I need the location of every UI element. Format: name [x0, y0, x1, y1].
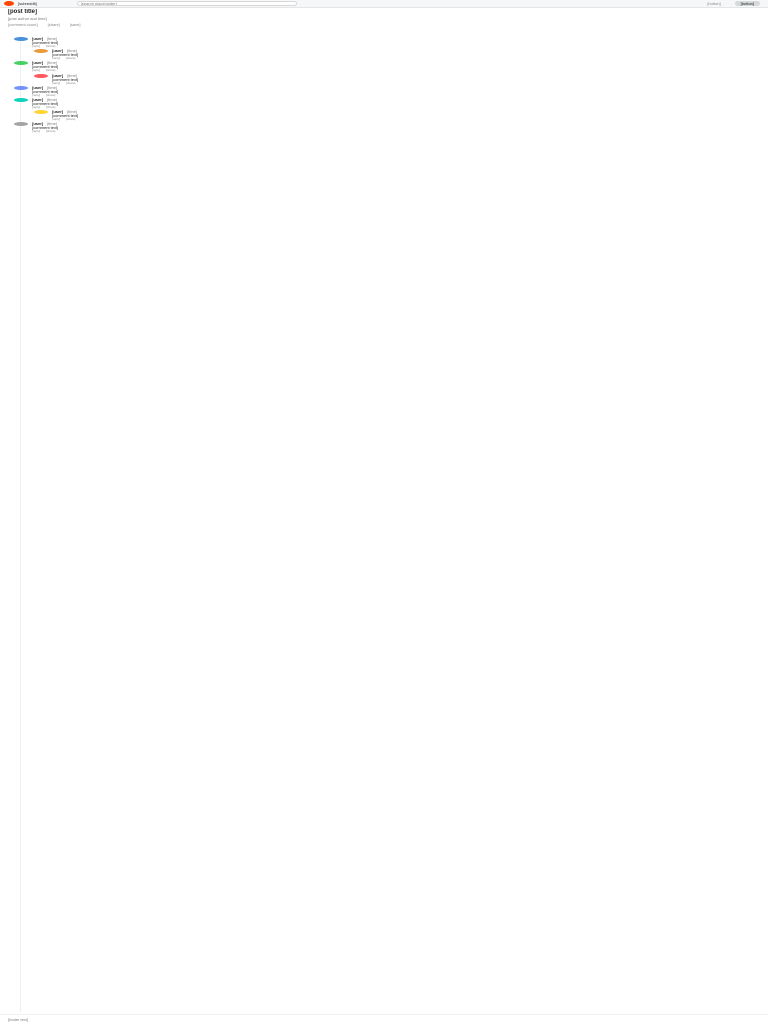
reply-button[interactable]: [reply] — [52, 80, 61, 85]
avatar[interactable] — [34, 49, 48, 53]
post-title[interactable]: [post title] — [8, 9, 37, 15]
share-button[interactable]: [share] — [46, 44, 56, 48]
site-logo-icon[interactable] — [4, 1, 14, 6]
comment-text: [comment text] — [32, 126, 59, 131]
share-button[interactable]: [share] — [46, 129, 56, 134]
reply-button[interactable]: [reply] — [32, 92, 41, 97]
comment-text: [comment text] — [52, 77, 79, 82]
comment-username[interactable]: [user] — [32, 96, 44, 102]
post-header — [0, 9, 768, 35]
signup-button[interactable]: [button] — [735, 1, 760, 6]
avatar[interactable] — [14, 37, 28, 41]
comment-text: [comment text] — [32, 89, 59, 94]
avatar[interactable] — [14, 86, 28, 90]
comment-timestamp: [time] — [67, 109, 77, 115]
subreddit-name[interactable]: [subreddit] — [18, 1, 37, 6]
comment-timestamp: [time] — [47, 60, 57, 66]
comment-row — [14, 60, 768, 72]
avatar[interactable] — [14, 98, 28, 102]
comment-timestamp: [time] — [47, 36, 57, 41]
comment-timestamp: [time] — [67, 72, 77, 78]
comment-count[interactable]: [comment count] — [8, 22, 38, 27]
comment-username[interactable]: [user] — [32, 84, 44, 90]
share-button[interactable]: [share] — [66, 117, 76, 122]
reply-button[interactable]: [reply] — [32, 68, 41, 73]
reply-button[interactable]: [reply] — [32, 129, 41, 134]
comment-row — [14, 73, 768, 85]
comment-timestamp: [time] — [47, 121, 57, 127]
comment-username[interactable]: [user] — [52, 48, 64, 54]
comment-timestamp: [time] — [67, 48, 77, 54]
comment-text: [comment text] — [32, 101, 59, 106]
comment-username[interactable]: [user] — [32, 36, 44, 41]
comment-row — [14, 36, 768, 48]
comment-username[interactable]: [user] — [32, 121, 44, 127]
share-button[interactable]: [share] — [66, 56, 76, 61]
reply-button[interactable]: [reply] — [52, 56, 61, 61]
footer: [footer text] — [0, 1014, 768, 1024]
comment-actions — [32, 130, 55, 133]
comment-username[interactable]: [user] — [52, 72, 64, 78]
avatar[interactable] — [34, 74, 48, 78]
comment-row — [14, 85, 768, 97]
share-button[interactable]: [share] — [46, 92, 56, 97]
comment-text: [comment text] — [32, 41, 59, 45]
share-button[interactable]: [share] — [46, 68, 56, 73]
comment-timestamp: [time] — [47, 84, 57, 90]
save-button[interactable]: [save] — [69, 22, 81, 27]
post-actions — [8, 22, 760, 27]
comment-timestamp: [time] — [47, 96, 57, 102]
avatar[interactable] — [34, 110, 48, 114]
comment-row — [14, 97, 768, 109]
top-bar — [0, 0, 768, 8]
avatar[interactable] — [14, 61, 28, 65]
share-button[interactable]: [share] — [47, 22, 60, 27]
comment-text: [comment text] — [52, 114, 79, 119]
search-input[interactable]: [search placeholder] — [77, 1, 297, 6]
comment-text: [comment text] — [32, 65, 59, 70]
reply-button[interactable]: [reply] — [32, 104, 41, 109]
comment-username[interactable]: [user] — [32, 60, 44, 66]
avatar[interactable] — [14, 122, 28, 126]
post-meta: [post author and time] — [8, 16, 47, 21]
comment-row — [14, 121, 768, 133]
comment-row — [14, 109, 768, 121]
reply-button[interactable]: [reply] — [52, 117, 61, 122]
share-button[interactable]: [share] — [46, 104, 56, 109]
comment-list — [0, 36, 768, 1012]
login-button[interactable]: [button] — [707, 1, 721, 6]
comment-username[interactable]: [user] — [52, 109, 64, 115]
share-button[interactable]: [share] — [66, 80, 76, 85]
comment-text: [comment text] — [52, 53, 79, 58]
reply-button[interactable]: [reply] — [32, 44, 41, 48]
comment-row — [14, 48, 768, 60]
